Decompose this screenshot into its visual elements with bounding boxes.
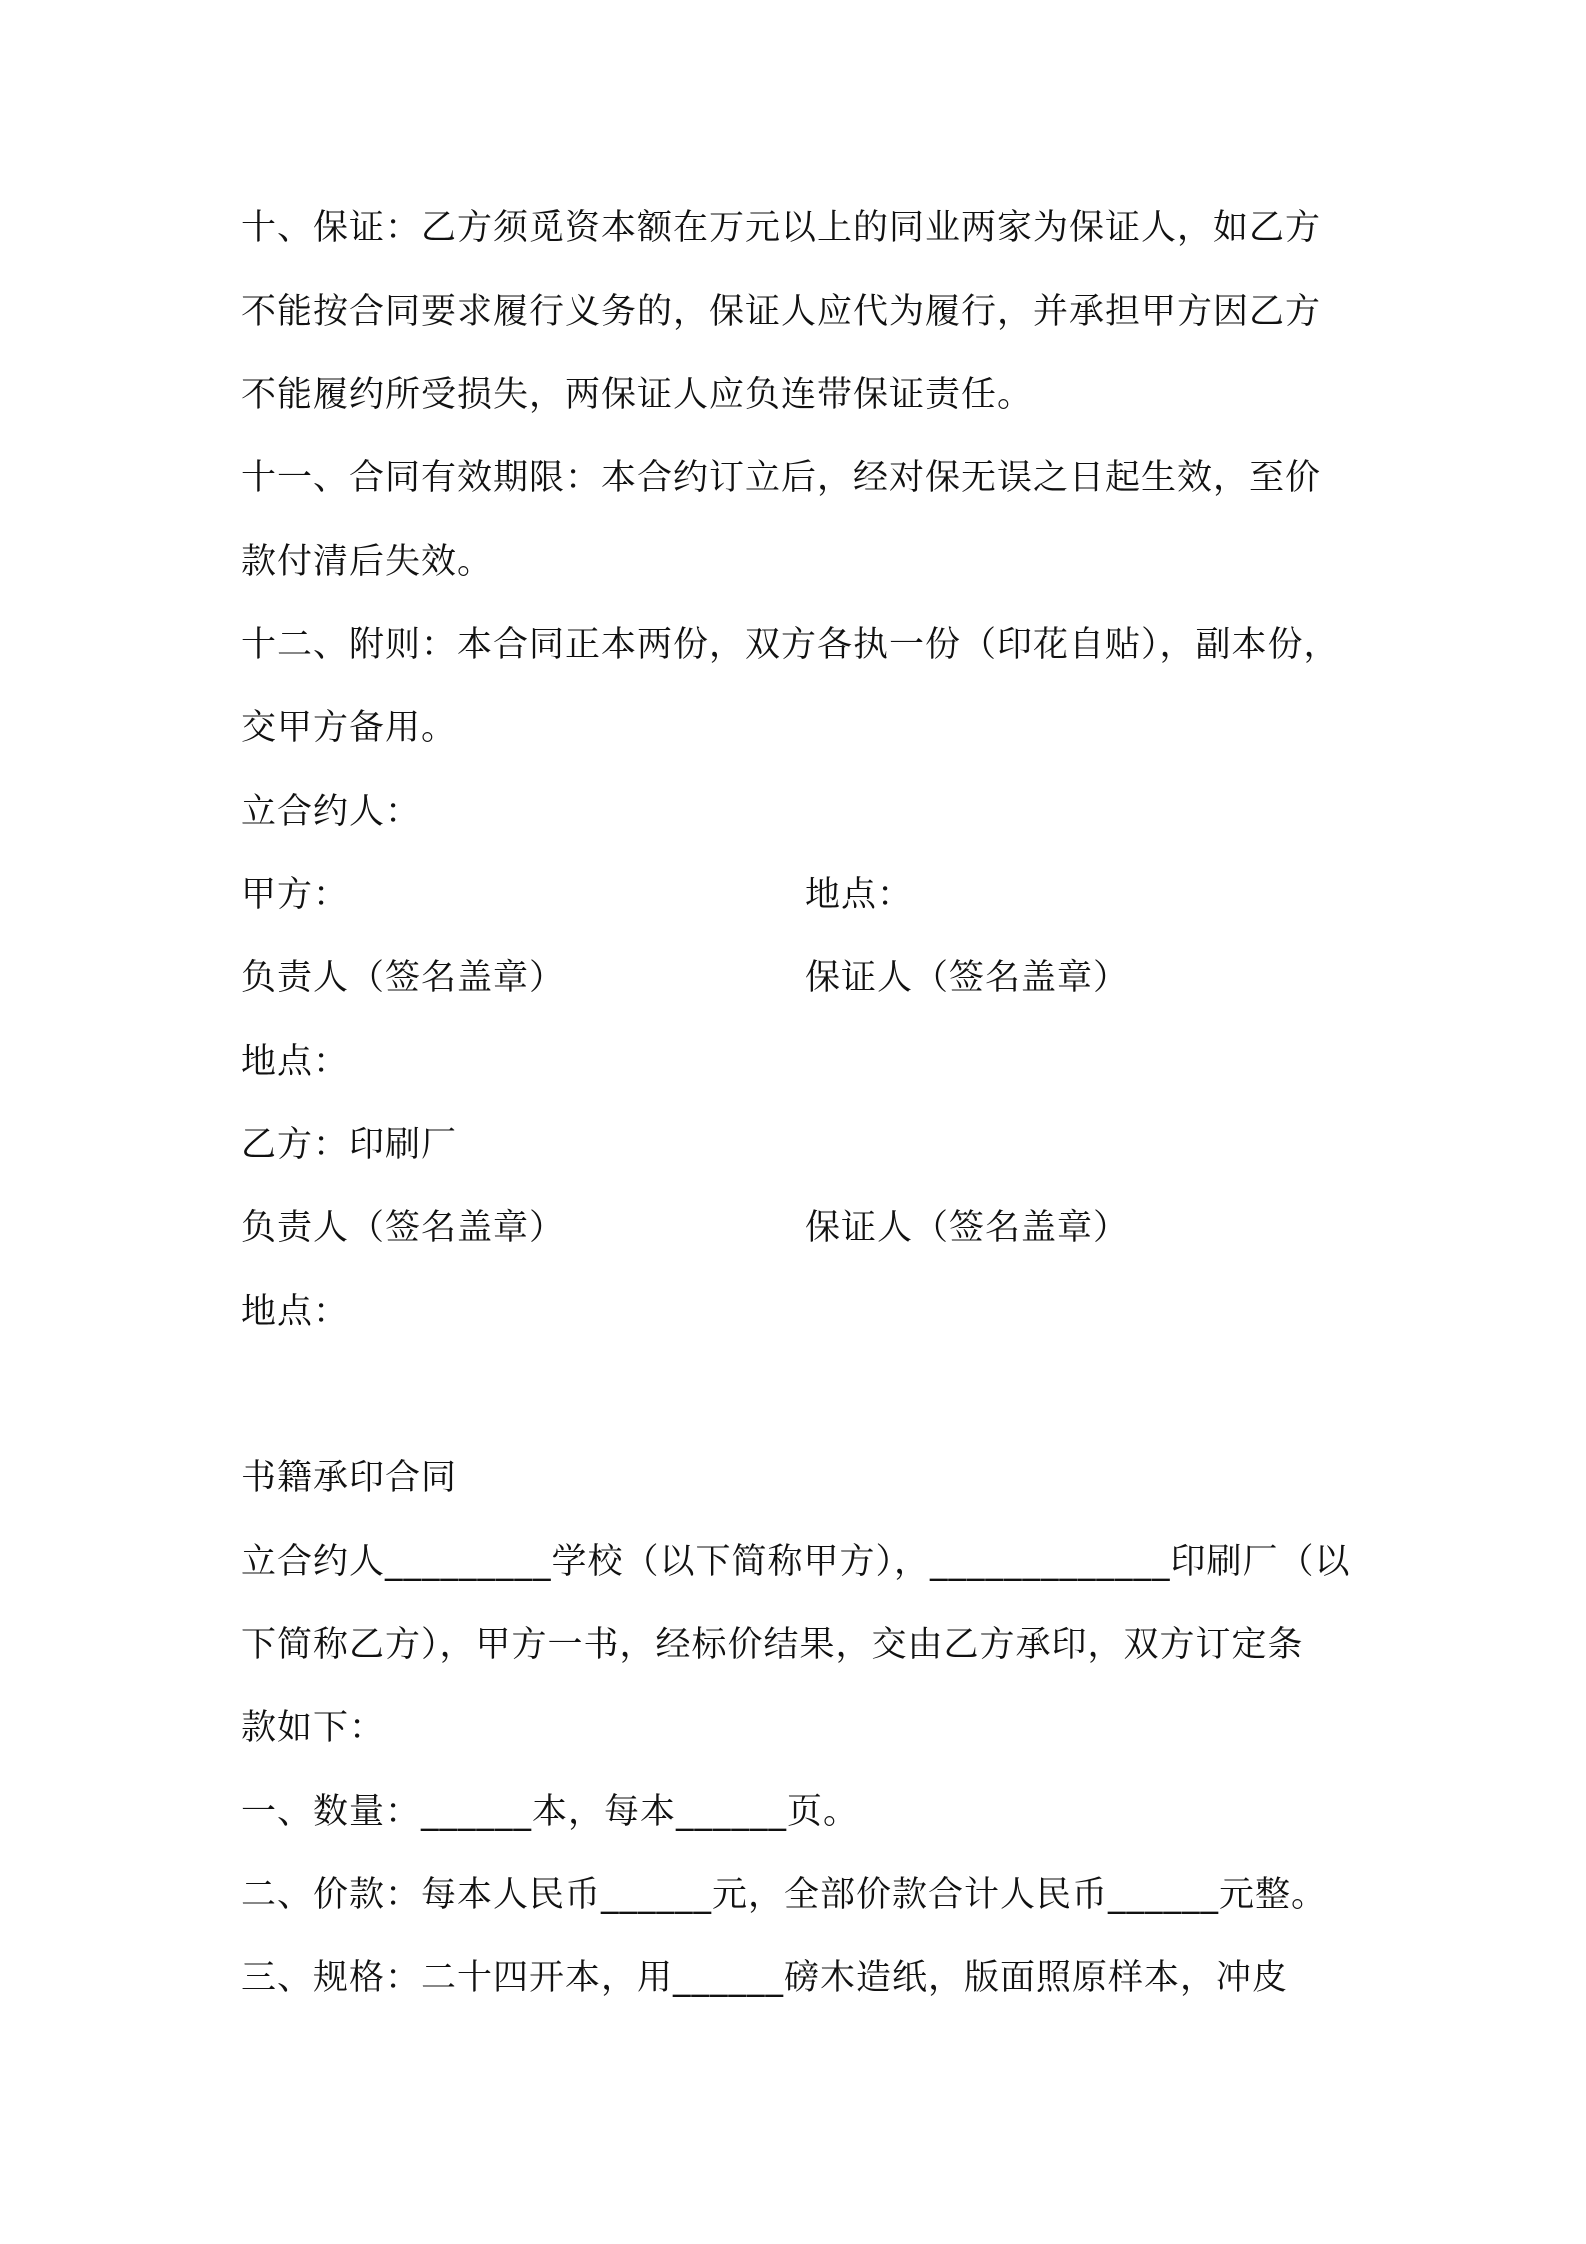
- clause-2: 二、价款：每本人民币______元，全部价款合计人民币______元整。: [241, 1875, 1328, 1915]
- party-b-label: 乙方：印刷厂: [241, 1125, 458, 1165]
- clause-1: 一、数量：______本，每本______页。: [241, 1792, 860, 1832]
- intro-line-3: 款如下：: [241, 1708, 386, 1748]
- clause-10-line-3: 不能履约所受损失，两保证人应负连带保证责任。: [241, 375, 1034, 415]
- second-contract-title: 书籍承印合同: [241, 1458, 458, 1498]
- clause-11-line-2: 款付清后失效。: [241, 542, 494, 582]
- clause-12-line-1: 十二、附则：本合同正本两份，双方各执一份（印花自贴），副本份，: [241, 625, 1340, 665]
- clause-12-line-2: 交甲方备用。: [241, 708, 458, 748]
- party-a-guarantor: 保证人（签名盖章）: [805, 958, 1130, 998]
- clause-10-line-1: 十、保证：乙方须觅资本额在万元以上的同业两家为保证人，如乙方: [241, 208, 1322, 248]
- intro-line-2: 下简称乙方），甲方一书，经标价结果，交由乙方承印，双方订定条: [241, 1625, 1304, 1665]
- party-b-location: 地点：: [241, 1292, 350, 1332]
- signatures-heading: 立合约人：: [241, 792, 422, 832]
- party-a-responsible: 负责人（签名盖章）: [241, 958, 566, 998]
- intro-line-1: 立合约人_________学校（以下简称甲方），_____________印刷厂（以: [241, 1542, 1351, 1582]
- party-a-label: 甲方：: [241, 875, 350, 915]
- clause-3: 三、规格：二十四开本，用______磅木造纸，版面照原样本，冲皮: [241, 1958, 1289, 1998]
- party-a-location: 地点：: [241, 1042, 350, 1082]
- party-b-guarantor: 保证人（签名盖章）: [805, 1208, 1130, 1248]
- party-b-responsible: 负责人（签名盖章）: [241, 1208, 566, 1248]
- clause-10-line-2: 不能按合同要求履行义务的，保证人应代为履行，并承担甲方因乙方: [241, 292, 1322, 332]
- party-a-location-right: 地点：: [805, 875, 914, 915]
- clause-11-line-1: 十一、合同有效期限：本合约订立后，经对保无误之日起生效，至价: [241, 458, 1322, 498]
